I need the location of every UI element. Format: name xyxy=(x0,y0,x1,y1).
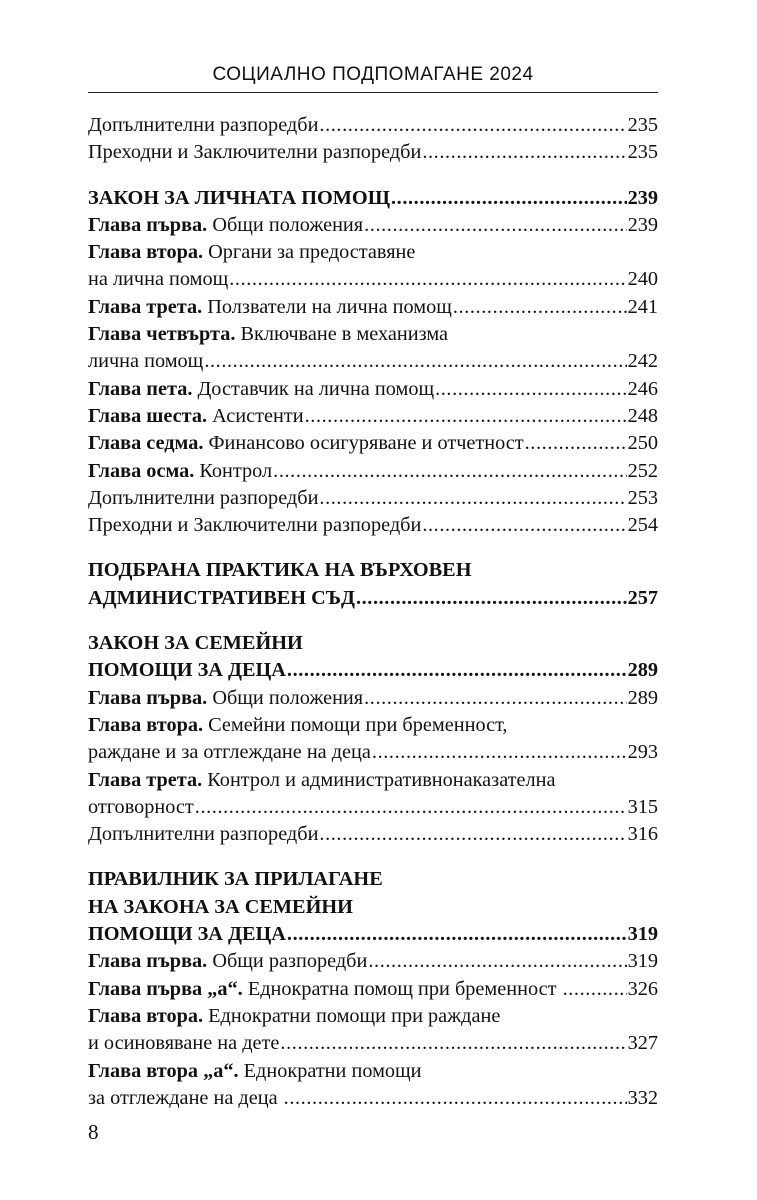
dot-leader xyxy=(453,294,627,321)
toc-page-number: 248 xyxy=(627,404,658,427)
toc-entry-bold-label: Глава четвърта. xyxy=(88,323,236,346)
toc-entry-bold-label: Глава втора „а“. xyxy=(88,1059,239,1082)
toc-entry-text: Общи положения xyxy=(207,213,364,236)
toc-entry-text: Еднократна помощ при бременност xyxy=(242,977,562,1000)
toc-entry-title xyxy=(88,1058,422,1085)
toc-entry[interactable] xyxy=(88,976,658,1003)
toc-page-number: 326 xyxy=(627,977,658,1000)
toc-entry-title xyxy=(88,139,421,166)
toc-entry[interactable] xyxy=(88,948,658,975)
header-rule xyxy=(88,92,658,93)
toc-entry[interactable] xyxy=(88,239,658,266)
toc-entry-text: Контрол и административнонаказателна xyxy=(202,768,556,791)
toc-entry-title xyxy=(88,685,363,712)
toc-section-heading[interactable] xyxy=(88,657,658,684)
toc-section-heading[interactable] xyxy=(88,894,658,921)
toc-entry-title xyxy=(88,1003,500,1030)
toc-entry-title xyxy=(88,294,452,321)
dot-leader xyxy=(280,1030,626,1057)
dot-leader xyxy=(525,430,627,457)
toc-page-number: 253 xyxy=(627,486,658,509)
toc-entry-bold-label: ПОМОЩИ ЗА ДЕЦА xyxy=(88,659,286,682)
toc-entry-text: Доставчик на лична помощ xyxy=(192,377,435,400)
toc-page-number: 240 xyxy=(627,268,658,291)
toc-entry[interactable] xyxy=(88,430,658,457)
toc-entry-bold-label: Глава втора. xyxy=(88,1004,204,1027)
toc-entry-title xyxy=(88,430,524,457)
toc-entry-text: Преходни и Заключителни разпоредби xyxy=(88,514,422,537)
toc-page-number: 327 xyxy=(627,1032,658,1055)
toc-entry-text: Еднократни помощи xyxy=(238,1059,422,1082)
toc-entry-text: Контрол xyxy=(194,459,273,482)
toc-entry-title xyxy=(88,630,303,657)
toc-entry-title xyxy=(88,739,371,766)
toc-page-number: 332 xyxy=(627,1086,658,1109)
toc-entry[interactable] xyxy=(88,1003,658,1030)
toc-entry-title xyxy=(88,403,304,430)
toc-page-number: 235 xyxy=(627,114,658,136)
toc-entry-title xyxy=(88,767,556,794)
dot-leader xyxy=(368,948,626,975)
toc-entry-bold-label: ЗАКОН ЗА ЛИЧНАТА ПОМОЩ xyxy=(88,186,390,209)
toc-entry-bold-label: Глава първа. xyxy=(88,213,208,236)
toc-entry[interactable] xyxy=(88,1058,658,1085)
toc-entry-title xyxy=(88,185,390,212)
toc-entry-text: Преходни и Заключителни разпоредби xyxy=(88,141,422,164)
toc-entry[interactable] xyxy=(88,266,658,293)
dot-leader xyxy=(204,348,626,375)
running-header: СОЦИАЛНО ПОДПОМАГАНЕ 2024 xyxy=(212,64,534,85)
toc-page-number: 289 xyxy=(627,659,658,682)
toc-entry-bold-label: Глава първа. xyxy=(88,950,208,973)
toc-entry[interactable] xyxy=(88,376,658,403)
toc-entry-title xyxy=(88,212,363,239)
toc-entry-title xyxy=(88,821,318,848)
dot-leader xyxy=(563,976,627,1003)
toc-page-number: 239 xyxy=(627,186,658,209)
toc-page-number: 289 xyxy=(627,686,658,709)
toc-page-number: 257 xyxy=(627,586,658,609)
dot-leader xyxy=(195,794,627,821)
toc-entry-title xyxy=(88,557,471,584)
toc-entry-text: Асистенти xyxy=(207,404,304,427)
toc-entry[interactable] xyxy=(88,794,658,821)
toc-entry-bold-label: ПРАВИЛНИК ЗА ПРИЛАГАНЕ xyxy=(88,868,383,891)
toc-page-number: 254 xyxy=(627,514,658,537)
dot-leader xyxy=(364,685,626,712)
toc-entry[interactable] xyxy=(88,403,658,430)
toc-page-number: 315 xyxy=(627,795,658,818)
toc-entry-text: Включване в механизма xyxy=(235,323,449,346)
toc-entry-text: Финансово осигуряване и отчетност xyxy=(203,432,524,455)
toc-entry[interactable] xyxy=(88,1085,658,1112)
toc-section-heading[interactable] xyxy=(88,185,658,212)
toc-entry-text: раждане и за отглеждане на деца xyxy=(88,741,371,764)
toc-entry-title xyxy=(88,948,367,975)
toc-entry[interactable] xyxy=(88,712,658,739)
toc-section-heading[interactable] xyxy=(88,866,658,893)
toc-entry[interactable] xyxy=(88,485,658,512)
toc-entry[interactable] xyxy=(88,458,658,485)
toc-entry-text: лична помощ xyxy=(88,350,204,373)
dot-leader xyxy=(273,458,626,485)
toc-page-number: 316 xyxy=(627,823,658,846)
toc-entry-text: Еднократни помощи при раждане xyxy=(203,1004,501,1027)
toc-entry-title xyxy=(88,348,203,375)
toc-page-number: 235 xyxy=(627,141,658,164)
toc-entry-bold-label: АДМИНИСТРАТИВЕН СЪД xyxy=(88,586,355,609)
toc-section-heading[interactable] xyxy=(88,630,658,657)
toc-page-number: 293 xyxy=(627,741,658,764)
toc-entry-bold-label: Глава пета. xyxy=(88,377,193,400)
toc-entry-bold-label: Глава шеста. xyxy=(88,404,208,427)
toc-entry-bold-label: ЗАКОН ЗА СЕМЕЙНИ xyxy=(88,632,303,655)
toc-entry-text: отговорност xyxy=(88,795,194,818)
toc-entry-bold-label: Глава трета. xyxy=(88,295,203,318)
toc-section-heading[interactable] xyxy=(88,585,658,612)
toc-page-number: 250 xyxy=(627,432,658,455)
toc-page-number: 241 xyxy=(627,295,658,318)
toc-entry-text: Органи за предоставяне xyxy=(203,241,416,264)
dot-leader xyxy=(287,657,627,684)
toc-entry[interactable] xyxy=(88,821,658,848)
toc-entry-text: и осиновяване на дете xyxy=(88,1032,280,1055)
toc-entry[interactable] xyxy=(88,294,658,321)
dot-leader xyxy=(319,485,626,512)
toc-entry-title xyxy=(88,866,383,893)
toc-entry-text: на лична помощ xyxy=(88,268,229,291)
dot-leader xyxy=(435,376,627,403)
toc-entry-title xyxy=(88,712,508,739)
toc-entry[interactable] xyxy=(88,139,658,166)
page-number: 8 xyxy=(88,1120,99,1144)
toc-entry-text: Допълнителни разпоредби xyxy=(88,114,319,136)
toc-entry-title xyxy=(88,894,353,921)
toc-entry-bold-label: ПОДБРАНА ПРАКТИКА НА ВЪРХОВЕН xyxy=(88,559,472,582)
toc-page-number: 239 xyxy=(627,213,658,236)
toc-entry-title xyxy=(88,458,272,485)
toc-entry-text: Семейни помощи при бременност, xyxy=(203,713,508,736)
toc-entry-text: за отглеждане на деца xyxy=(88,1086,283,1109)
toc-page-number: 242 xyxy=(627,350,658,373)
dot-leader xyxy=(364,212,626,239)
toc-entry-bold-label: Глава седма. xyxy=(88,432,204,455)
toc-entry-title xyxy=(88,485,318,512)
toc-entry-text: Допълнителни разпоредби xyxy=(88,486,319,509)
toc-entry-bold-label: Глава втора. xyxy=(88,241,204,264)
toc-entry[interactable] xyxy=(88,1030,658,1057)
dot-leader xyxy=(287,921,627,948)
toc-entry[interactable] xyxy=(88,767,658,794)
toc-entry-title xyxy=(88,1085,283,1112)
toc-entry-title xyxy=(88,794,194,821)
toc-entry-title xyxy=(88,1030,279,1057)
toc-entry-title xyxy=(88,512,421,539)
toc-entry-text: Ползватели на лична помощ xyxy=(202,295,452,318)
toc-entry-text: Общи положения xyxy=(207,686,364,709)
toc-section-heading[interactable] xyxy=(88,921,658,948)
toc-page-number: 319 xyxy=(627,923,658,946)
dot-leader xyxy=(422,512,626,539)
toc-entry-bold-label: Глава първа „а“. xyxy=(88,977,243,1000)
toc-entry-title xyxy=(88,376,434,403)
toc-entry-bold-label: Глава трета. xyxy=(88,768,203,791)
toc-page-number: 252 xyxy=(627,459,658,482)
toc-entry-bold-label: Глава първа. xyxy=(88,686,208,709)
dot-leader xyxy=(391,185,627,212)
toc-entry-title xyxy=(88,112,318,139)
toc-entry-title xyxy=(88,321,448,348)
toc-entry-title xyxy=(88,976,562,1003)
toc-entry[interactable] xyxy=(88,321,658,348)
table-of-contents xyxy=(88,112,658,1112)
toc-entry[interactable] xyxy=(88,212,658,239)
dot-leader xyxy=(356,585,627,612)
toc-section-heading[interactable] xyxy=(88,557,658,584)
toc-entry[interactable] xyxy=(88,112,658,139)
toc-entry[interactable] xyxy=(88,685,658,712)
dot-leader xyxy=(305,403,627,430)
toc-entry-title xyxy=(88,585,355,612)
toc-entry-title xyxy=(88,239,415,266)
toc-entry-title xyxy=(88,266,228,293)
toc-entry-text: Допълнителни разпоредби xyxy=(88,823,319,846)
toc-entry-bold-label: Глава втора. xyxy=(88,713,204,736)
toc-entry-bold-label: НА ЗАКОНА ЗА СЕМЕЙНИ xyxy=(88,895,353,918)
dot-leader xyxy=(229,266,626,293)
toc-entry-bold-label: ПОМОЩИ ЗА ДЕЦА xyxy=(88,923,286,946)
dot-leader xyxy=(422,139,626,166)
toc-entry[interactable] xyxy=(88,739,658,766)
dot-leader xyxy=(319,112,626,139)
toc-entry-title xyxy=(88,921,286,948)
dot-leader xyxy=(284,1085,627,1112)
toc-page-number: 246 xyxy=(627,377,658,400)
toc-entry-bold-label: Глава осма. xyxy=(88,459,195,482)
dot-leader xyxy=(372,739,627,766)
toc-page-number: 319 xyxy=(627,950,658,973)
toc-entry-title xyxy=(88,657,286,684)
toc-entry[interactable] xyxy=(88,348,658,375)
toc-entry-text: Общи разпоредби xyxy=(207,950,368,973)
toc-entry[interactable] xyxy=(88,512,658,539)
dot-leader xyxy=(319,821,626,848)
